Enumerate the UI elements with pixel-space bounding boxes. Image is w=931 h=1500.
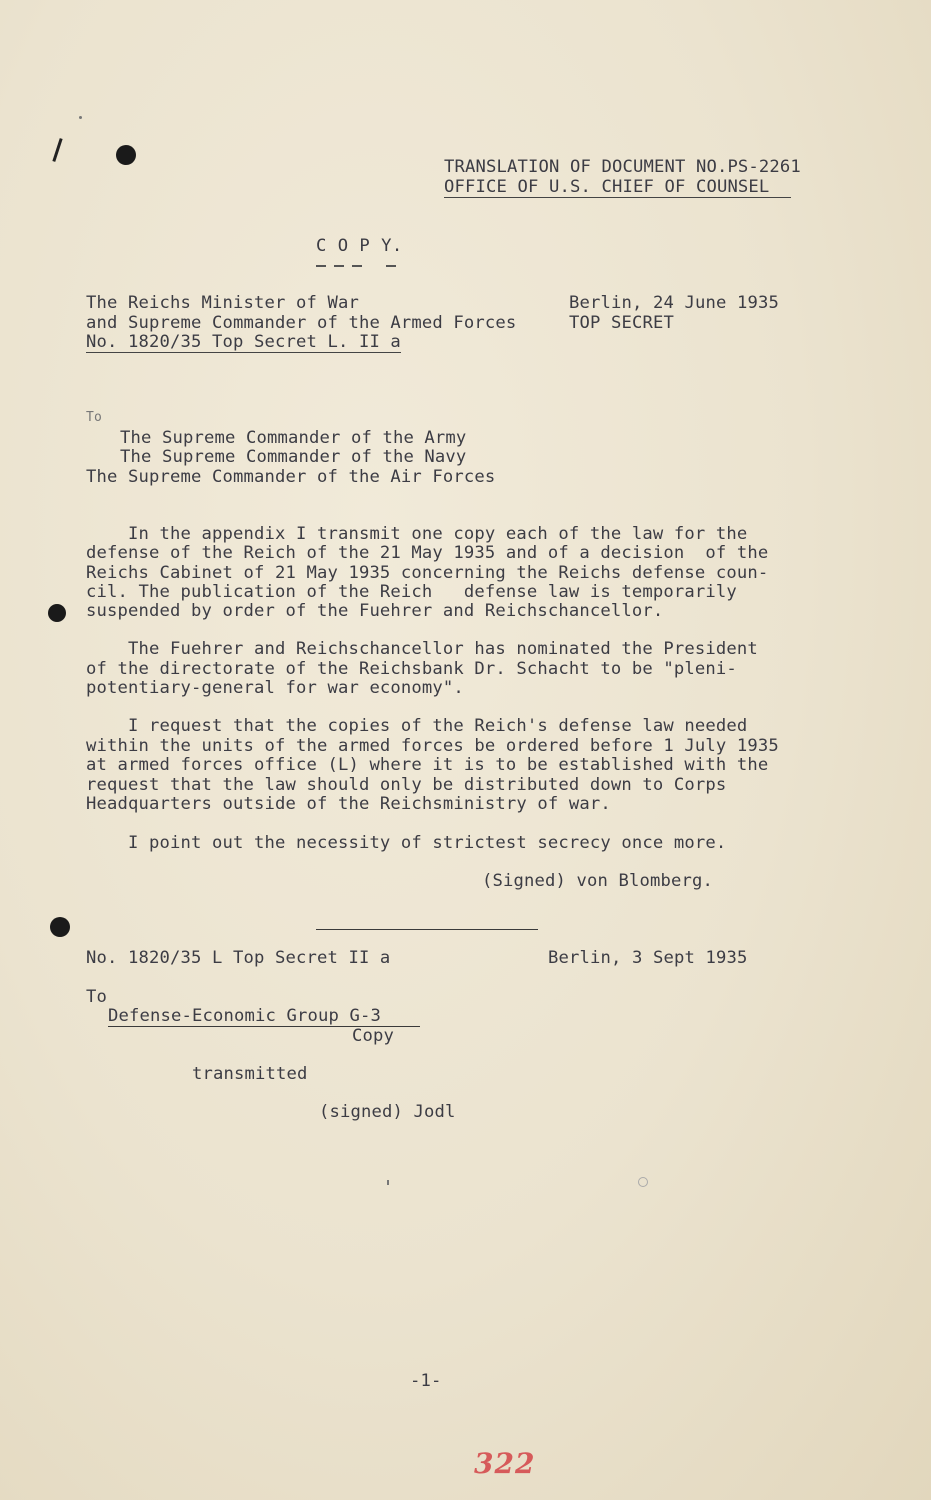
- body-line: The Fuehrer and Reichschancellor has nominated the President: [86, 639, 758, 659]
- sender-line-2: and Supreme Commander of the Armed Forces: [86, 313, 517, 333]
- paper-speck: [638, 1177, 648, 1187]
- recipient-army: The Supreme Commander of the Army: [120, 428, 467, 448]
- title-underline-dash: [316, 265, 326, 267]
- punch-hole-middle: [48, 604, 66, 622]
- translation-header: TRANSLATION OF DOCUMENT NO.PS-2261: [444, 157, 801, 177]
- body-line: I point out the necessity of strictest secrecy once more.: [86, 833, 727, 853]
- office-header: OFFICE OF U.S. CHIEF OF COUNSEL: [444, 179, 791, 198]
- punch-hole-bottom: [50, 917, 70, 937]
- body-line: I request that the copies of the Reich's defense law needed: [86, 716, 748, 736]
- body-line: suspended by order of the Fuehrer and Reichschancellor.: [86, 601, 664, 621]
- recipient-air-forces: The Supreme Commander of the Air Forces: [86, 467, 496, 487]
- page-number: -1-: [410, 1371, 442, 1391]
- body-line: Reichs Cabinet of 21 May 1935 concerning the Reichs defense coun-: [86, 563, 769, 583]
- copy-label: Copy: [352, 1026, 394, 1046]
- title-underline-dash: [334, 265, 344, 267]
- classification: TOP SECRET: [569, 313, 674, 333]
- recipient-navy: The Supreme Commander of the Navy: [120, 447, 467, 467]
- copy-title: C O P Y.: [316, 236, 403, 256]
- body-line: cil. The publication of the Reich defense law is temporarily: [86, 582, 737, 602]
- body-line: Headquarters outside of the Reichsministry of war.: [86, 794, 611, 814]
- jodl-signature: (signed) Jodl: [319, 1102, 456, 1122]
- paper-speck: [387, 1180, 389, 1185]
- letter-place-date: Berlin, 24 June 1935: [569, 293, 779, 313]
- body-line: defense of the Reich of the 21 May 1935 and of a decision of the: [86, 543, 769, 563]
- reference-number: No. 1820/35 Top Secret L. II a: [86, 332, 401, 352]
- title-underline-dash: [386, 265, 396, 267]
- second-to-label: To: [86, 987, 107, 1007]
- ink-speck: [79, 116, 82, 119]
- body-line: potentiary-general for war economy".: [86, 678, 464, 698]
- handwritten-page-number: 322: [474, 1447, 536, 1480]
- second-place-date: Berlin, 3 Sept 1935: [548, 948, 748, 968]
- ink-mark: [52, 138, 62, 162]
- body-line: of the directorate of the Reichsbank Dr. Schacht to be "pleni-: [86, 659, 737, 679]
- body-line: within the units of the armed forces be ordered before 1 July 1935: [86, 736, 779, 756]
- title-underline-dash: [352, 265, 362, 267]
- second-recipient: Defense-Economic Group G-3: [108, 1006, 381, 1026]
- body-line: request that the law should only be distributed down to Corps: [86, 775, 727, 795]
- to-label: To: [86, 410, 102, 425]
- sender-line-1: The Reichs Minister of War: [86, 293, 359, 313]
- body-line: at armed forces office (L) where it is to be established with the: [86, 755, 769, 775]
- body-line: In the appendix I transmit one copy each of the law for the: [86, 524, 748, 544]
- punch-hole-top: [116, 145, 136, 165]
- transmitted-text: transmitted: [192, 1064, 308, 1084]
- blomberg-signature: (Signed) von Blomberg.: [482, 871, 713, 891]
- section-divider: [316, 929, 538, 930]
- second-reference: No. 1820/35 L Top Secret II a: [86, 948, 391, 968]
